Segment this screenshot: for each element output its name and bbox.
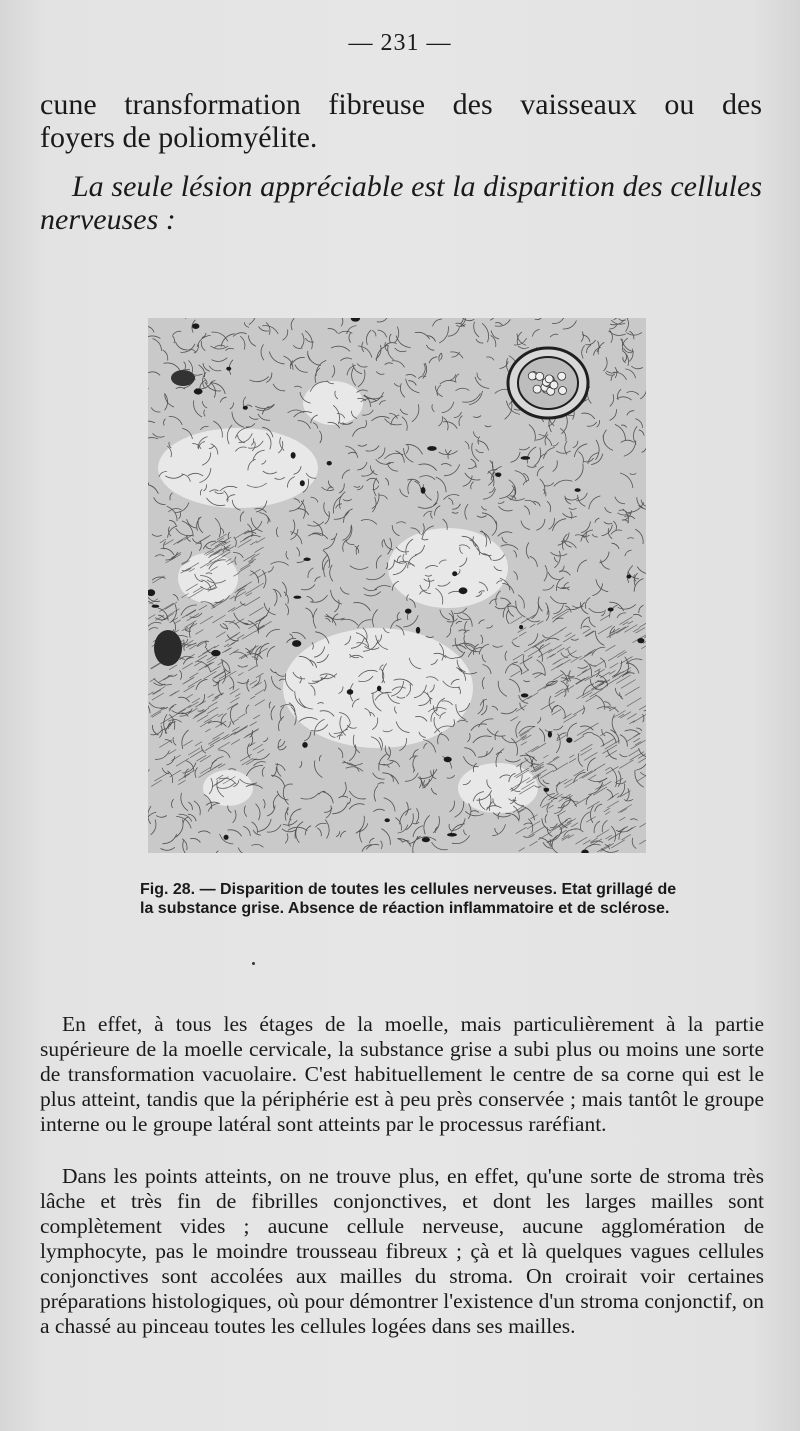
- page-number: — 231 —: [348, 30, 452, 56]
- micrograph-illustration: [148, 318, 646, 853]
- carryover-line-2: foyers de poliomyélite.: [40, 121, 318, 154]
- body-paragraph-1: En effet, à tous les étages de la moelle, mais particulièrement à la partie supérieure de la moelle cervicale, la substance grise a subi plus ou moins une sorte de transformation vacuolaire. C'est habituellement le centre de sa corne qui est le plus atteint, tandis que la périphérie est à peu près conservée ; mais tantôt le groupe interne ou le groupe latéral sont atteints par le processus raréfiant.: [40, 1012, 764, 1136]
- italic-paragraph: La seule lésion appréciable est la disparition des cellules nerveuses :: [40, 170, 762, 236]
- carryover-line-1: cune transformation fibreuse des vaisseaux ou des: [40, 88, 762, 121]
- figure-caption-text: — Disparition de toutes les cellules nerveuses. Etat grillagé de la substance grise. Absence de réaction inflammatoire et de sclérose.: [140, 881, 677, 917]
- histology-micrograph: [148, 318, 646, 853]
- carryover-paragraph: [40, 88, 762, 154]
- figure-label: Fig. 28.: [140, 881, 196, 898]
- stray-mark: [252, 962, 255, 965]
- body-paragraph-2: Dans les points atteints, on ne trouve plus, en effet, qu'une sorte de stroma très lâche et très fin de fibrilles conjonctives, et dont les larges mailles sont complètement vides ; aucune cellule nerveuse, aucune agglomération de lymphocyte, pas le moindre trousseau fibreux ; çà et là quelques vagues cellules conjonctives sont accolées aux mailles du stroma. On croirait voir certaines préparations histologiques, où pour démontrer l'existence d'un stroma conjonctif, on a chassé au pinceau toutes les cellules logées dans ses mailles.: [40, 1164, 764, 1338]
- figure-caption: [140, 880, 680, 918]
